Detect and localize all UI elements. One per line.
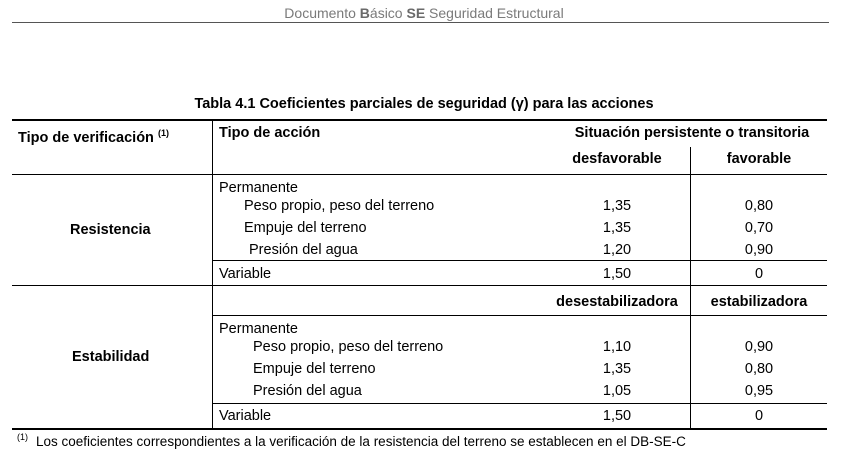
header-text-4: SE [406,5,426,21]
est-row-3-accion: Presión del agua [253,383,362,399]
table-title: Tabla 4.1 Coeficientes parciales de seguridad (γ) para las acciones [194,96,654,112]
res-row-3-v2: 0,90 [744,242,774,258]
subheader-favorable: favorable [726,151,792,167]
res-row-2-v2: 0,70 [744,220,774,236]
res-row-1-v1: 1,35 [602,198,632,214]
rule-res-variable [212,260,827,261]
res-permanente-label: Permanente [219,180,298,196]
rule-est-subheader [212,315,827,316]
footnote [17,432,686,449]
rule-col3-res [690,174,691,285]
document-header [0,5,848,21]
rule-res-bottom [12,285,827,286]
est-variable-v1: 1,50 [602,408,632,424]
rule-est-variable [212,403,827,404]
est-row-3-v2: 0,95 [744,383,774,399]
res-row-3-accion: Presión del agua [249,242,358,258]
header-text-1: Documento [284,5,360,21]
est-permanente-label: Permanente [219,321,298,337]
res-row-2-accion: Empuje del terreno [244,220,367,236]
col-header-verificacion: Tipo de verificación $^{(1)}$ [18,128,169,146]
res-row-1-accion: Peso propio, peso del terreno [244,198,435,214]
est-row-2-accion: Empuje del terreno [253,361,376,377]
row-label-resistencia: Resistencia [70,222,151,238]
est-row-2-v2: 0,80 [744,361,774,377]
header-text-5: Seguridad Estructural [425,5,564,21]
res-variable-v1: 1,50 [602,266,632,282]
subheader-estabilizadora: estabilizadora [710,294,808,310]
res-variable-v2: 0 [754,266,764,282]
est-variable-accion: Variable [219,408,272,424]
subheader-desestabilizadora: desestabilizadora [556,294,678,310]
res-row-1-v2: 0,80 [744,198,774,214]
rule-top [12,119,827,121]
col-header-accion: Tipo de acción [219,125,321,141]
coefficients-table [12,119,827,429]
footnote-marker: (1) [17,432,28,442]
footnote-text: Los coeficientes correspondientes a la verificación de la resistencia del terreno se establecen en el DB-SE-C [36,434,686,449]
res-row-3-v1: 1,20 [602,242,632,258]
est-row-2-v1: 1,35 [602,361,632,377]
est-row-1-v1: 1,10 [602,339,632,355]
rule-bottom [12,428,827,430]
est-row-3-v1: 1,05 [602,383,632,399]
res-variable-accion: Variable [219,266,272,282]
header-text-2: B [359,5,370,21]
est-variable-v2: 0 [754,408,764,424]
header-text-3: ásico [369,5,407,21]
est-row-1-v2: 0,90 [744,339,774,355]
subheader-desfavorable: desfavorable [572,151,662,167]
header-rule [12,22,829,23]
est-row-1-accion: Peso propio, peso del terreno [253,339,444,355]
rule-header-bottom [12,174,827,175]
row-label-estabilidad: Estabilidad [72,349,150,365]
col-header-situacion: Situación persistente o transitoria [574,125,810,141]
rule-col1 [212,119,213,429]
res-row-2-v1: 1,35 [602,220,632,236]
